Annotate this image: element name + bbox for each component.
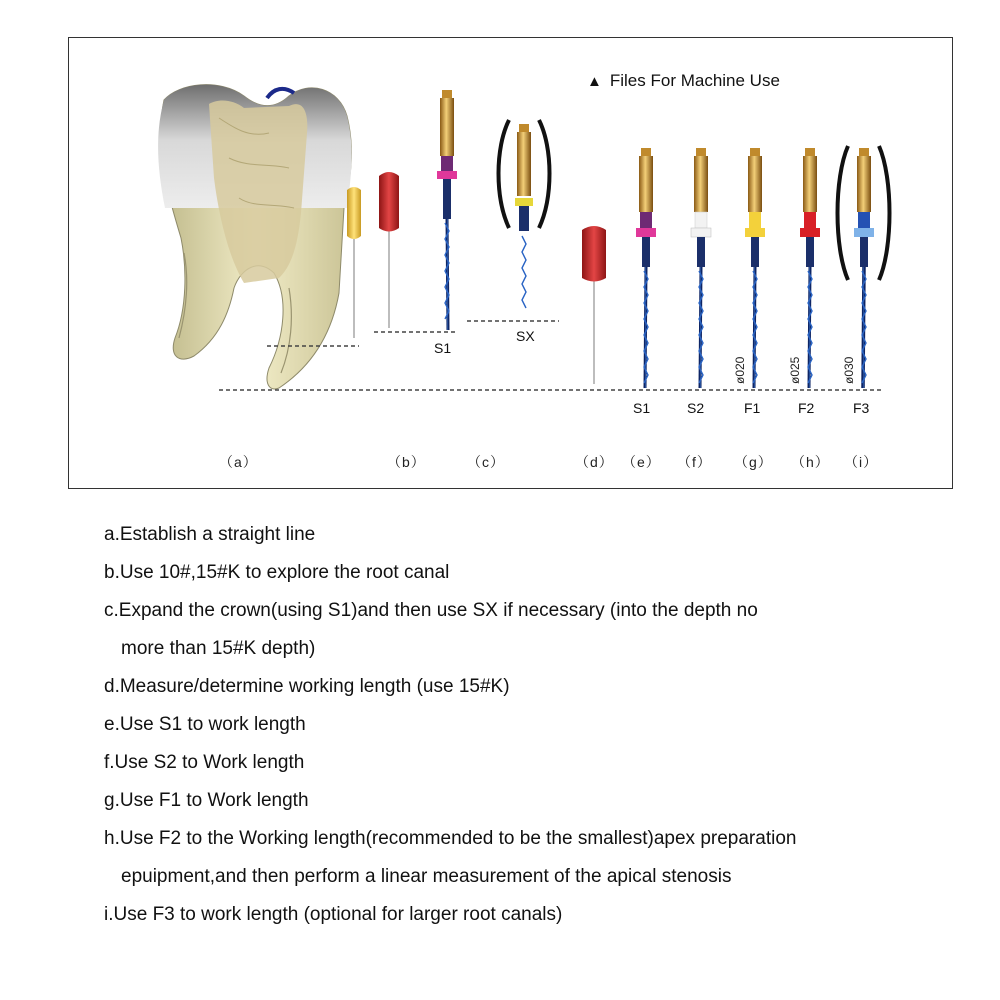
step-c-continued: more than 15#K depth) bbox=[121, 638, 316, 659]
diagram-canvas bbox=[69, 38, 954, 490]
sublabel-e: （e） bbox=[622, 454, 661, 470]
step-a: a.Establish a straight line bbox=[104, 524, 316, 545]
diameter-h: ø025 bbox=[788, 356, 802, 384]
step-f: f.Use S2 to Work length bbox=[104, 752, 305, 773]
step-b: b.Use 10#,15#K to explore the root canal bbox=[104, 562, 450, 583]
label-c-sx: SX bbox=[516, 328, 535, 344]
label-e-s1: S1 bbox=[633, 400, 651, 416]
rotary-file-f1 bbox=[745, 148, 765, 388]
label-h-f2: F2 bbox=[798, 400, 815, 416]
step-c: c.Expand the crown(using S1)and then use SX if necessary (into the depth no bbox=[104, 600, 758, 621]
step-d: d.Measure/determine working length (use 15#K) bbox=[104, 676, 510, 697]
hand-file-10k bbox=[347, 187, 361, 338]
rotary-file-s1 bbox=[636, 148, 656, 388]
step-i: i.Use F3 to work length (optional for larger root canals) bbox=[104, 904, 563, 925]
sublabel-d: （d） bbox=[575, 454, 614, 470]
step-e: e.Use S1 to work length bbox=[104, 714, 306, 735]
sublabel-g: （g） bbox=[734, 454, 773, 470]
step-h: h.Use F2 to the Working length(recommended to be the smallest)apex preparation bbox=[104, 828, 797, 849]
sublabel-h: （h） bbox=[791, 454, 830, 470]
sublabel-f: （f） bbox=[677, 454, 712, 470]
step-list bbox=[104, 516, 964, 934]
hand-file-measure bbox=[582, 226, 606, 384]
label-c-s1: S1 bbox=[434, 340, 452, 356]
diameter-i: ø030 bbox=[842, 356, 856, 384]
hand-file-15k bbox=[379, 172, 399, 328]
label-g-f1: F1 bbox=[744, 400, 761, 416]
tooth-illustration bbox=[158, 85, 352, 389]
triangle-icon: ▲ bbox=[587, 73, 602, 90]
rotary-file-s1-c bbox=[437, 90, 457, 330]
sublabel-c: （c） bbox=[467, 454, 505, 470]
diameter-g: ø020 bbox=[733, 356, 747, 384]
rotary-file-f3 bbox=[838, 146, 890, 388]
legend-text: Files For Machine Use bbox=[609, 71, 780, 90]
sublabel-a: （a） bbox=[219, 454, 258, 470]
diagram-frame bbox=[68, 37, 953, 489]
rotary-file-f2 bbox=[800, 148, 820, 388]
rotary-file-sx bbox=[499, 120, 550, 318]
legend bbox=[587, 71, 780, 91]
rotary-file-s2 bbox=[691, 148, 711, 388]
sublabel-b: （b） bbox=[387, 454, 426, 470]
step-g: g.Use F1 to Work length bbox=[104, 790, 309, 811]
label-i-f3: F3 bbox=[853, 400, 870, 416]
step-h-continued: epuipment,and then perform a linear measurement of the apical stenosis bbox=[121, 866, 732, 887]
sublabel-i: （i） bbox=[844, 454, 879, 470]
label-f-s2: S2 bbox=[687, 400, 705, 416]
